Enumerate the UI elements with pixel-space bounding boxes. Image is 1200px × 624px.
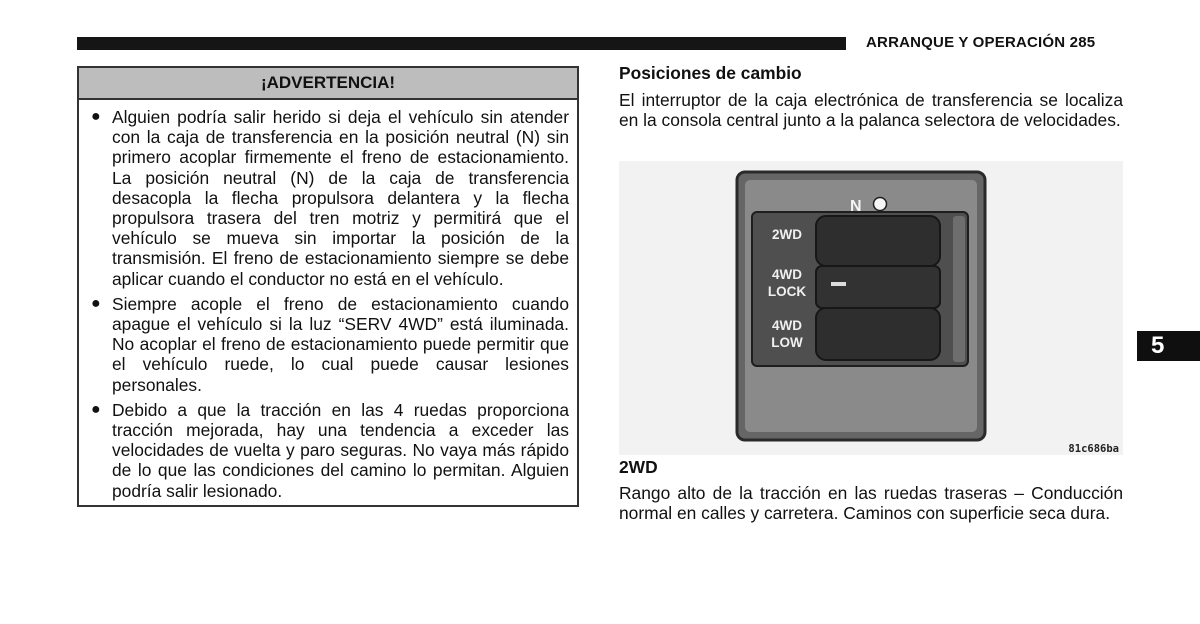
warning-item-text: Alguien podría salir herido si deja el vehículo sin atender con la caja de transferencia en la posición neutral (N) sin primero acoplar firmemente el freno de estacionamiento. La posición neutral (N) de la caja de transferencia desacopla la flecha propulsora delantera y la flecha propulsora trasera del tren motriz y permitirá que el vehículo se mueva sin importar la posición de la transmisión. El freno de estacionamiento siempre se debe aplicar cuando el conductor no está en el vehículo. (112, 107, 569, 289)
bullet-icon: ● (91, 400, 101, 418)
bullet-icon: ● (91, 294, 101, 312)
header-rule (77, 37, 846, 50)
figure-code: 81c686ba (1068, 443, 1119, 455)
label-4wd-low-bottom: LOW (771, 335, 803, 350)
warning-box (77, 66, 579, 507)
two-wd-section (619, 457, 1123, 523)
body-paragraph: Rango alto de la tracción en las ruedas traseras – Conducción normal en calles y carretera. Caminos con superficie seca dura. (619, 483, 1123, 524)
transfer-case-switch-figure (619, 161, 1123, 455)
section-heading: Posiciones de cambio (619, 63, 802, 83)
bullet-icon: ● (91, 108, 101, 125)
body-paragraph: El interruptor de la caja electrónica de transferencia se localiza en la consola central junto a la palanca selectora de velocidades. (619, 90, 1123, 131)
shift-positions-section (619, 63, 1123, 130)
warning-item (91, 400, 569, 501)
transfer-case-switch-illustration (619, 161, 1123, 455)
section-heading: 2WD (619, 457, 658, 477)
running-header: ARRANQUE Y OPERACIÓN 285 (866, 34, 1096, 51)
warning-item (91, 294, 569, 395)
label-2wd: 2WD (772, 227, 802, 242)
n-label: N (850, 198, 862, 215)
warning-list (79, 100, 577, 501)
warning-title: ¡ADVERTENCIA! (79, 68, 577, 100)
label-4wd-lock-bottom: LOCK (767, 284, 807, 299)
warning-item-text: Siempre acople el freno de estacionamiento cuando apague el vehículo si la luz “SERV 4WD” está iluminada. No acoplar el freno de estacionamiento puede permitir que el vehículo ruede, lo cual puede causar lesiones personales. (112, 293, 569, 395)
neutral-indicator-icon (874, 198, 887, 211)
warning-item (91, 107, 569, 289)
label-4wd-low-top: 4WD (772, 318, 802, 333)
chapter-tab: 5 (1137, 331, 1200, 361)
label-4wd-lock-top: 4WD (772, 267, 802, 282)
warning-item-text: Debido a que la tracción en las 4 ruedas proporciona tracción mejorada, hay una tendencia a exceder las velocidades de vuelta y paro seguras. No vaya más rápido de lo que las condiciones del camino lo permitan. Alguien podría salir lesionado. (112, 399, 569, 501)
